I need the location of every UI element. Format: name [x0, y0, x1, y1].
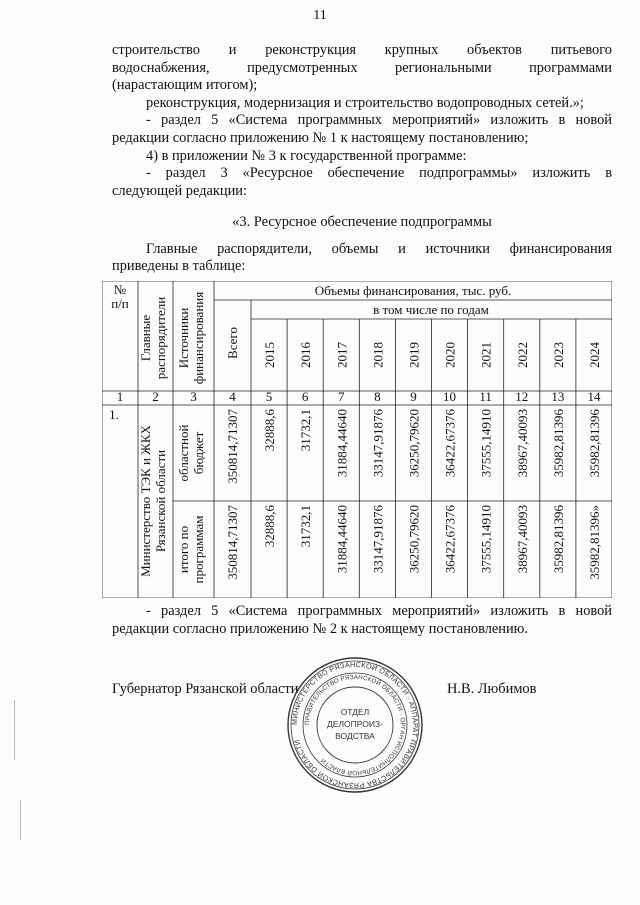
stamp-center-line: ДЕЛОПРОИЗ- [327, 719, 383, 729]
body-text-top [112, 42, 612, 200]
governor-title: Губернатор Рязанской области [112, 681, 299, 697]
paragraph-line: - раздел 3 «Ресурсное обеспечение подпрограммы» изложить в [146, 165, 612, 182]
cell-year-value: 32888,6 [262, 505, 278, 548]
paragraph-line: - раздел 5 «Система программных мероприятий» изложить в новой [146, 603, 612, 619]
header-year: 2023 [550, 342, 566, 368]
header-year: 2024 [586, 342, 602, 368]
cell-year-value: 37555,14910 [478, 505, 494, 574]
paragraph-line: (нарастающим итогом); [112, 77, 258, 94]
financing-table [102, 281, 612, 598]
cell-year-value: 36250,79620 [406, 505, 422, 574]
cell-total: 350814,71307 [225, 409, 240, 484]
column-number: 8 [374, 389, 381, 404]
stamp-outer-text: МИНИСТЕРСТВО РЯЗАНСКОЙ ОБЛАСТИ · АППАРАТ ПРАВИТЕЛЬСТВА РЯЗАНСКОЙ ОБЛАСТИ [289, 659, 421, 791]
scan-margin-mark [14, 700, 15, 760]
header-year: 2021 [478, 342, 494, 368]
manager-name: Рязанской области [153, 449, 168, 553]
paragraph: 4) в приложении № 3 к государственной программе: [146, 147, 467, 164]
cell-year-value: 38967,40093 [514, 409, 530, 478]
cell-year-value: 35982,81396 [550, 505, 566, 574]
header-by-years: в том числе по годам [373, 302, 489, 317]
cell-year-value: 38967,40093 [514, 505, 530, 574]
cell-year-value: 37555,14910 [478, 409, 494, 478]
manager-name: Министерство ТЭК и ЖКХ [138, 425, 153, 577]
header-num: № [113, 282, 127, 297]
column-number: 14 [587, 389, 601, 404]
source-name: бюджет [191, 431, 206, 475]
paragraph-line: редакции согласно приложению № 2 к настоящему постановлению. [112, 620, 529, 637]
column-number: 1 [116, 389, 124, 404]
paragraph-line: строительство и реконструкция крупных объектов питьевого [112, 42, 612, 58]
header-num: п/п [111, 296, 129, 311]
table-text [109, 282, 602, 583]
cell-year-value: 36422,67376 [442, 409, 458, 478]
cell-year-value: 36250,79620 [406, 409, 422, 478]
cell-year-value: 35982,81396 [550, 409, 566, 478]
cell-year-value: 31884,44640 [334, 505, 350, 574]
cell-year-value: 31884,44640 [334, 409, 350, 478]
header-sources: финансирования [191, 291, 206, 385]
column-number: 5 [265, 389, 273, 404]
cell-year-value: 33147,91876 [370, 409, 386, 478]
cell-year-value: 31732,1 [298, 505, 314, 548]
stamp-center-line: ОТДЕЛ [340, 707, 370, 717]
column-number: 13 [551, 389, 565, 404]
paragraph-line: следующей редакции: [112, 182, 247, 199]
column-number: 11 [479, 389, 492, 404]
cell-year-value: 36422,67376 [442, 505, 458, 574]
cell-total: 350814,71307 [225, 505, 240, 580]
header-managers: Главные [138, 314, 153, 362]
paragraph: реконструкция, модернизация и строительство водопроводных сетей.»; [146, 94, 584, 111]
column-number: 4 [229, 389, 236, 404]
source-name: областной [176, 424, 191, 482]
cell-year-value: 31732,1 [298, 409, 314, 452]
header-managers: распорядители [153, 296, 168, 380]
header-year: 2015 [262, 342, 278, 368]
source-name: итого по [176, 525, 191, 574]
header-total: Всего [225, 327, 240, 359]
page-number: 11 [313, 8, 327, 23]
official-stamp [285, 655, 425, 795]
cell-year-value: 35982,81396» [586, 505, 602, 580]
section-intro [112, 214, 612, 276]
header-year: 2017 [334, 342, 350, 368]
cell-year-value: 32888,6 [262, 409, 278, 452]
column-number: 2 [152, 389, 159, 404]
header-year: 2022 [514, 342, 530, 368]
source-name: программам [191, 515, 206, 584]
body-text-bottom [112, 603, 612, 638]
header-year: 2016 [298, 342, 314, 368]
stamp-center-line: ВОДСТВА [335, 731, 375, 741]
row-number: 1. [109, 407, 119, 422]
column-number: 9 [410, 389, 417, 404]
paragraph-line: редакции согласно приложению № 1 к настоящему постановлению; [112, 129, 529, 146]
header-year: 2020 [442, 342, 458, 368]
column-number: 10 [443, 389, 457, 404]
paragraph-line: водоснабжения, предусмотренных региональными программами [112, 59, 612, 76]
header-volumes: Объемы финансирования, тыс. руб. [314, 283, 512, 298]
header-sources: Источники [176, 307, 191, 369]
cell-year-value: 33147,91876 [370, 505, 386, 574]
stamp-inner-text: ПРАВИТЕЛЬСТВО РЯЗАНСКОЙ ОБЛАСТИ · ОРГАН ИСПОЛНИТЕЛЬНОЙ ВЛАСТИ [303, 673, 407, 777]
section-title: «3. Ресурсное обеспечение подпрограммы [232, 214, 492, 230]
governor-name: Н.В. Любимов [447, 681, 537, 697]
column-number: 3 [190, 389, 197, 404]
paragraph-line: приведены в таблице: [112, 258, 246, 275]
scan-margin-mark [20, 800, 21, 840]
paragraph-line: Главные распорядители, объемы и источники финансирования [146, 240, 612, 257]
header-year: 2018 [370, 342, 386, 368]
cell-year-value: 35982,81396 [586, 409, 602, 478]
paragraph-line: - раздел 5 «Система программных мероприятий» изложить в новой [146, 112, 612, 129]
column-number: 12 [515, 389, 529, 404]
column-number: 6 [301, 389, 309, 404]
column-number: 7 [338, 389, 345, 404]
header-year: 2019 [406, 342, 422, 368]
